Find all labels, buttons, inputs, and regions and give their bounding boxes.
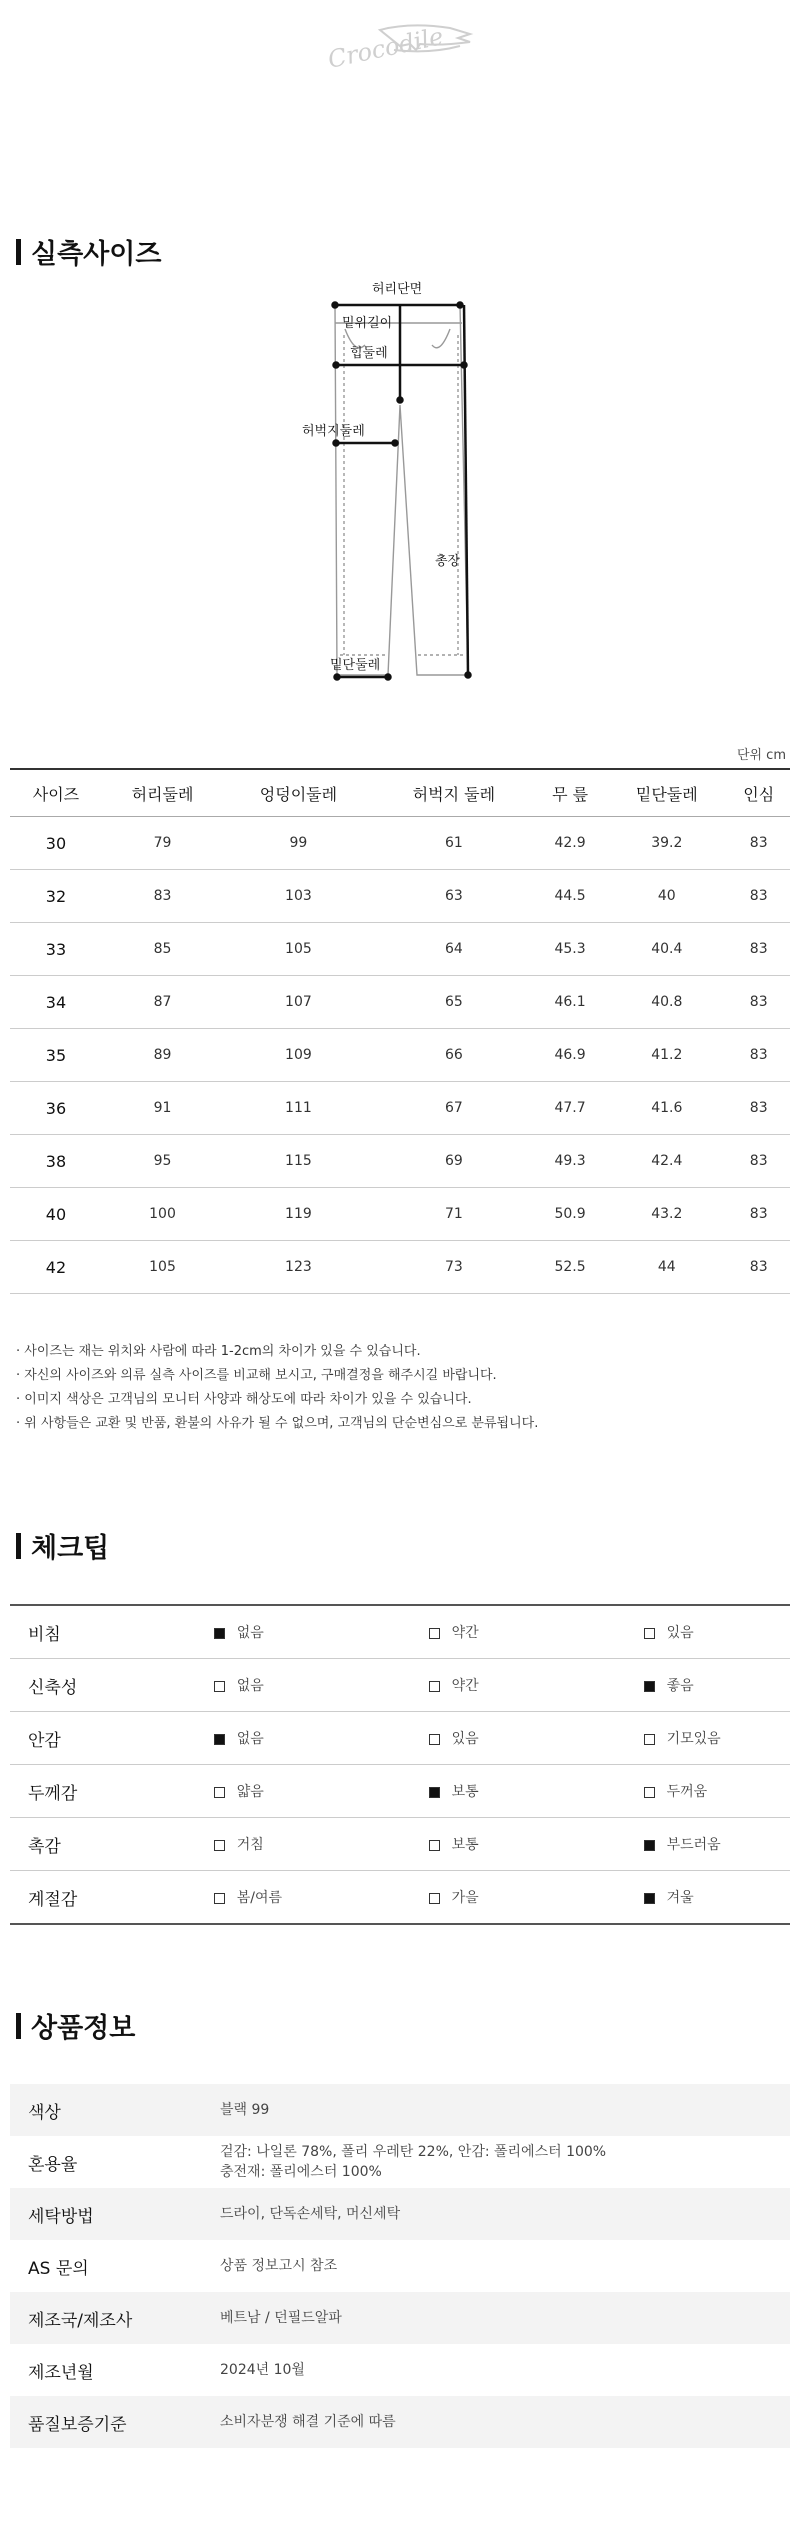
check-option xyxy=(213,1605,428,1659)
info-row xyxy=(10,2292,790,2344)
empty-box-icon xyxy=(214,1840,225,1851)
label-thigh: 허벅지둘레 xyxy=(302,424,365,439)
info-label: 색상 xyxy=(10,2084,219,2136)
size-cell: 44.5 xyxy=(534,870,606,923)
size-cell: 40.8 xyxy=(606,976,727,1029)
size-title-text: 실측사이즈 xyxy=(31,239,162,270)
check-option xyxy=(213,1659,428,1712)
size-cell: 105 xyxy=(102,1241,223,1294)
size-row xyxy=(10,923,790,976)
empty-box-icon xyxy=(429,1840,440,1851)
check-option-text: 기모있음 xyxy=(666,1731,721,1747)
size-column-header: 허벅지 둘레 xyxy=(374,769,534,817)
info-label: 제조국/제조사 xyxy=(10,2292,219,2344)
info-row xyxy=(10,2136,790,2188)
check-option xyxy=(428,1818,643,1871)
check-option xyxy=(643,1765,790,1818)
note-item: · 이미지 색상은 고객님의 모니터 사양과 해상도에 따라 차이가 있을 수 있습니다. xyxy=(16,1392,472,1407)
info-value-line: 겉감: 나일론 78%, 폴리 우레탄 22%, 안감: 폴리에스터 100% xyxy=(220,2144,607,2160)
check-table xyxy=(10,1604,790,1925)
info-value xyxy=(219,2344,790,2396)
size-row xyxy=(10,817,790,870)
info-label: 세탁방법 xyxy=(10,2188,219,2240)
size-cell-size: 33 xyxy=(10,923,102,976)
size-cell: 103 xyxy=(223,870,374,923)
check-option xyxy=(643,1818,790,1871)
size-cell: 100 xyxy=(102,1188,223,1241)
check-option-text: 없음 xyxy=(236,1625,264,1641)
svg-text:Crocodile: Crocodile xyxy=(325,22,446,74)
title-bar xyxy=(16,2013,21,2039)
check-option-text: 부드러움 xyxy=(666,1837,721,1853)
check-row xyxy=(10,1871,790,1925)
check-option-text: 없음 xyxy=(236,1678,264,1694)
size-cell: 83 xyxy=(727,1241,790,1294)
size-cell-size: 36 xyxy=(10,1082,102,1135)
check-label: 비침 xyxy=(10,1605,213,1659)
info-row xyxy=(10,2396,790,2448)
info-value-line: 2024년 10월 xyxy=(220,2362,305,2378)
size-cell-size: 38 xyxy=(10,1135,102,1188)
size-cell: 40.4 xyxy=(606,923,727,976)
size-cell: 42.9 xyxy=(534,817,606,870)
size-cell: 83 xyxy=(727,1135,790,1188)
info-row xyxy=(10,2084,790,2136)
size-cell: 89 xyxy=(102,1029,223,1082)
size-cell: 95 xyxy=(102,1135,223,1188)
size-cell: 119 xyxy=(223,1188,374,1241)
size-cell-size: 42 xyxy=(10,1241,102,1294)
empty-box-icon xyxy=(214,1787,225,1798)
size-column-header: 밑단둘레 xyxy=(606,769,727,817)
check-option xyxy=(428,1712,643,1765)
empty-box-icon xyxy=(429,1681,440,1692)
label-rise: 밑위길이 xyxy=(342,316,393,331)
size-cell: 44 xyxy=(606,1241,727,1294)
check-option xyxy=(213,1818,428,1871)
size-table xyxy=(10,768,790,1294)
size-column-header: 인심 xyxy=(727,769,790,817)
empty-box-icon xyxy=(214,1681,225,1692)
empty-box-icon xyxy=(644,1628,655,1639)
size-cell-size: 40 xyxy=(10,1188,102,1241)
check-option xyxy=(428,1659,643,1712)
check-option-text: 두꺼움 xyxy=(666,1784,708,1800)
info-row xyxy=(10,2188,790,2240)
info-label: 품질보증기준 xyxy=(10,2396,219,2448)
size-cell: 71 xyxy=(374,1188,534,1241)
size-cell-size: 34 xyxy=(10,976,102,1029)
size-cell: 63 xyxy=(374,870,534,923)
check-option xyxy=(643,1871,790,1925)
check-option xyxy=(428,1871,643,1925)
size-cell: 79 xyxy=(102,817,223,870)
info-value-line: 블랙 99 xyxy=(220,2102,270,2118)
size-cell: 73 xyxy=(374,1241,534,1294)
size-cell-size: 35 xyxy=(10,1029,102,1082)
info-row xyxy=(10,2344,790,2396)
info-value-line: 드라이, 단독손세탁, 머신세탁 xyxy=(220,2206,401,2222)
size-column-header: 사이즈 xyxy=(10,769,102,817)
check-option-text: 얇음 xyxy=(236,1784,264,1800)
check-option xyxy=(643,1659,790,1712)
info-value-line: 충전재: 폴리에스터 100% xyxy=(220,2164,382,2180)
label-hem: 밑단둘레 xyxy=(330,658,381,673)
info-label: AS 문의 xyxy=(28,2258,89,2279)
checked-box-icon xyxy=(429,1787,440,1798)
size-cell: 83 xyxy=(727,1188,790,1241)
size-column-header: 허리둘레 xyxy=(102,769,223,817)
check-option xyxy=(643,1712,790,1765)
size-cell: 107 xyxy=(223,976,374,1029)
empty-box-icon xyxy=(214,1893,225,1904)
info-title-text: 상품정보 xyxy=(31,2013,136,2044)
title-bar xyxy=(16,239,21,265)
size-cell: 47.7 xyxy=(534,1082,606,1135)
info-label: 혼용율 xyxy=(28,2154,78,2175)
check-row xyxy=(10,1818,790,1871)
check-option xyxy=(428,1605,643,1659)
size-cell: 109 xyxy=(223,1029,374,1082)
check-label: 촉감 xyxy=(10,1818,213,1871)
check-option-text: 있음 xyxy=(451,1731,479,1747)
size-cell: 87 xyxy=(102,976,223,1029)
checked-box-icon xyxy=(644,1840,655,1851)
info-value-line: 베트남 / 던필드알파 xyxy=(220,2310,342,2326)
check-option-text: 있음 xyxy=(666,1625,694,1641)
size-cell: 105 xyxy=(223,923,374,976)
check-option-text: 봄/여름 xyxy=(236,1890,283,1906)
size-row xyxy=(10,1135,790,1188)
size-cell: 83 xyxy=(727,870,790,923)
check-section-title xyxy=(16,1526,109,1565)
info-value-line: 상품 정보고시 참조 xyxy=(220,2258,338,2274)
empty-box-icon xyxy=(429,1893,440,1904)
size-row xyxy=(10,1082,790,1135)
size-cell: 50.9 xyxy=(534,1188,606,1241)
size-notes xyxy=(16,1340,538,1436)
size-cell: 85 xyxy=(102,923,223,976)
unit-label: 단위 cm xyxy=(736,748,786,763)
checked-box-icon xyxy=(214,1628,225,1639)
size-cell: 40 xyxy=(606,870,727,923)
check-option xyxy=(213,1765,428,1818)
empty-box-icon xyxy=(644,1734,655,1745)
check-label: 두께감 xyxy=(10,1765,213,1818)
note-item: · 사이즈는 재는 위치와 사람에 따라 1-2cm의 차이가 있을 수 있습니다. xyxy=(16,1344,421,1359)
check-row xyxy=(10,1712,790,1765)
size-cell: 52.5 xyxy=(534,1241,606,1294)
check-option-text: 보통 xyxy=(451,1784,479,1800)
size-cell: 99 xyxy=(223,817,374,870)
size-row xyxy=(10,1241,790,1294)
size-cell: 83 xyxy=(102,870,223,923)
size-cell: 91 xyxy=(102,1082,223,1135)
info-row xyxy=(10,2240,790,2292)
size-cell: 69 xyxy=(374,1135,534,1188)
check-option xyxy=(643,1605,790,1659)
label-hip: 힙둘레 xyxy=(350,346,388,361)
size-cell: 83 xyxy=(727,1029,790,1082)
size-cell: 111 xyxy=(223,1082,374,1135)
info-value xyxy=(219,2084,790,2136)
check-option-text: 좋음 xyxy=(666,1678,694,1694)
info-value xyxy=(219,2136,790,2188)
size-row xyxy=(10,1029,790,1082)
check-row xyxy=(10,1765,790,1818)
crocodile-logo xyxy=(320,20,480,80)
check-label: 안감 xyxy=(10,1712,213,1765)
info-value xyxy=(219,2396,790,2448)
check-title-text: 체크팁 xyxy=(31,1533,110,1564)
empty-box-icon xyxy=(429,1734,440,1745)
check-option-text: 약간 xyxy=(451,1625,479,1641)
size-cell: 65 xyxy=(374,976,534,1029)
check-option xyxy=(428,1765,643,1818)
info-section-title xyxy=(16,2006,135,2045)
checked-box-icon xyxy=(644,1893,655,1904)
info-label: 제조년월 xyxy=(28,2362,94,2383)
check-option-text: 겨울 xyxy=(666,1890,694,1906)
size-cell: 49.3 xyxy=(534,1135,606,1188)
pants-diagram xyxy=(300,275,500,715)
checked-box-icon xyxy=(644,1681,655,1692)
check-option-text: 약간 xyxy=(451,1678,479,1694)
size-row xyxy=(10,870,790,923)
info-value xyxy=(219,2188,790,2240)
info-table xyxy=(10,2084,790,2448)
info-value xyxy=(219,2240,790,2292)
size-cell: 123 xyxy=(223,1241,374,1294)
check-option-text: 없음 xyxy=(236,1731,264,1747)
title-bar xyxy=(16,1533,21,1559)
size-cell: 39.2 xyxy=(606,817,727,870)
size-cell: 43.2 xyxy=(606,1188,727,1241)
size-cell: 115 xyxy=(223,1135,374,1188)
size-cell: 83 xyxy=(727,817,790,870)
size-cell: 46.1 xyxy=(534,976,606,1029)
note-item: · 위 사항들은 교환 및 반품, 환불의 사유가 될 수 없으며, 고객님의 단순변심으로 분류됩니다. xyxy=(16,1416,539,1431)
check-label: 계절감 xyxy=(10,1871,213,1925)
size-cell: 67 xyxy=(374,1082,534,1135)
size-cell: 42.4 xyxy=(606,1135,727,1188)
size-row xyxy=(10,1188,790,1241)
size-cell: 45.3 xyxy=(534,923,606,976)
info-value xyxy=(219,2292,790,2344)
size-cell: 66 xyxy=(374,1029,534,1082)
size-cell-size: 32 xyxy=(10,870,102,923)
size-cell: 46.9 xyxy=(534,1029,606,1082)
info-value-line: 소비자분쟁 해결 기준에 따름 xyxy=(220,2414,396,2430)
size-column-header: 엉덩이둘레 xyxy=(223,769,374,817)
size-cell: 61 xyxy=(374,817,534,870)
size-cell-size: 30 xyxy=(10,817,102,870)
check-label: 신축성 xyxy=(10,1659,213,1712)
size-cell: 83 xyxy=(727,1082,790,1135)
size-cell: 41.6 xyxy=(606,1082,727,1135)
size-column-header: 무 릎 xyxy=(534,769,606,817)
check-option-text: 거침 xyxy=(236,1837,264,1853)
check-option-text: 가을 xyxy=(451,1890,479,1906)
size-cell: 64 xyxy=(374,923,534,976)
size-cell: 41.2 xyxy=(606,1029,727,1082)
check-option xyxy=(213,1712,428,1765)
empty-box-icon xyxy=(429,1628,440,1639)
check-option-text: 보통 xyxy=(451,1837,479,1853)
check-row xyxy=(10,1605,790,1659)
size-section-title xyxy=(16,232,161,271)
size-cell: 83 xyxy=(727,923,790,976)
note-item: · 자신의 사이즈와 의류 실측 사이즈를 비교해 보시고, 구매결정을 해주시길 바랍니다. xyxy=(16,1368,497,1383)
label-waist: 허리단면 xyxy=(372,282,423,297)
empty-box-icon xyxy=(644,1787,655,1798)
checked-box-icon xyxy=(214,1734,225,1745)
label-length: 총장 xyxy=(435,554,461,569)
size-row xyxy=(10,976,790,1029)
check-row xyxy=(10,1659,790,1712)
size-cell: 83 xyxy=(727,976,790,1029)
check-option xyxy=(213,1871,428,1925)
